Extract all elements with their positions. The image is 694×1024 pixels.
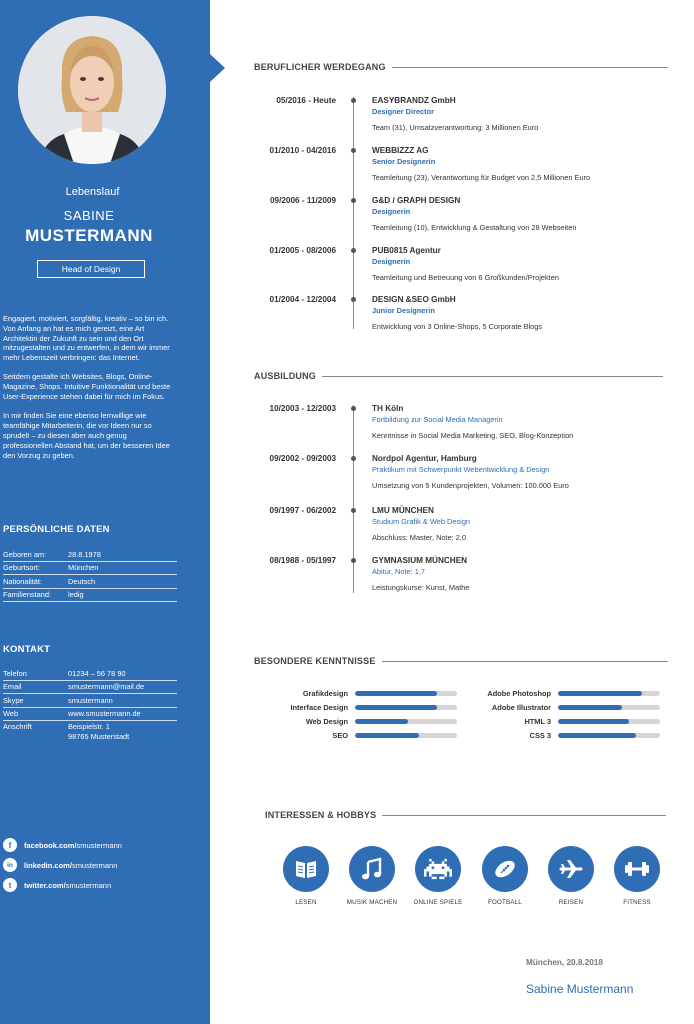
entry-date: 10/2003 - 12/2003 xyxy=(269,404,336,413)
entry-school: GYMNASIUM MÜNCHEN xyxy=(372,556,468,565)
row-key: Email xyxy=(3,682,22,692)
hobby-label: LESEN xyxy=(295,899,317,906)
entry-role: Designer Director xyxy=(372,107,435,116)
address-line: Beispielstr. 1 xyxy=(68,722,110,731)
address-line: 98765 Musterstadt xyxy=(68,732,130,741)
skill-bar xyxy=(558,733,660,738)
contact-row xyxy=(3,708,177,722)
heading-rule xyxy=(322,376,663,377)
hobbies-heading-text: INTERESSEN & HOBBYS xyxy=(265,810,377,820)
twitter-link[interactable] xyxy=(3,878,111,892)
skill-bar xyxy=(558,719,660,724)
address-value xyxy=(68,722,177,742)
entry-date: 08/1988 - 05/1997 xyxy=(269,556,336,565)
entry-role: Junior Designerin xyxy=(372,306,435,315)
skill-bar-fill xyxy=(355,719,408,724)
row-key: Skype xyxy=(3,695,24,705)
skill-row xyxy=(256,717,457,726)
contact-table xyxy=(3,667,177,745)
hobby-item xyxy=(597,846,677,906)
skill-bar-fill xyxy=(355,705,437,710)
row-key: Geburtsort: xyxy=(3,563,40,573)
education-timeline-line xyxy=(353,405,354,593)
skill-name: Interface Design xyxy=(290,703,348,712)
entry-date: 05/2016 - Heute xyxy=(276,96,336,105)
entry-company: DESIGN &SEO GmbH xyxy=(372,295,456,304)
timeline-dot xyxy=(351,198,356,203)
entry-desc: Umsetzung von 5 Kundenprojekten, Volumen: 100.000 Euro xyxy=(372,481,569,490)
intro-text xyxy=(3,314,175,470)
music-note-icon xyxy=(349,846,395,892)
entry-desc: Kenntnisse in Social Media Marketing, SEO, Blog-Konzeption xyxy=(372,431,574,440)
skill-name: Adobe Photoshop xyxy=(487,689,551,698)
row-key: Telefon xyxy=(3,668,27,678)
skill-row xyxy=(459,717,660,726)
social-domain: linkedin.com/ xyxy=(24,860,72,870)
row-value: 28.8.1978 xyxy=(68,549,101,559)
entry-detail: Studium Grafik & Web Design xyxy=(372,517,471,526)
contact-row xyxy=(3,667,177,681)
skill-bar xyxy=(355,705,457,710)
skill-row xyxy=(459,703,660,712)
skill-name: HTML 3 xyxy=(524,717,551,726)
email-link[interactable]: smustermann@mail.de xyxy=(68,682,145,692)
timeline-dot xyxy=(351,456,356,461)
entry-desc: Teamleitung (23), Verantwortung für Budget von 2,5 Millionen Euro xyxy=(372,173,591,182)
job-title-badge: Head of Design xyxy=(37,260,145,278)
social-domain: facebook.com/ xyxy=(24,840,77,850)
row-value: München xyxy=(68,563,99,573)
entry-date: 01/2005 - 08/2006 xyxy=(269,246,336,255)
entry-school: TH Köln xyxy=(372,404,404,413)
social-handle: smustermann xyxy=(65,880,112,890)
entry-date: 09/2002 - 09/2003 xyxy=(269,454,336,463)
personal-data-row xyxy=(3,548,177,562)
skill-row xyxy=(256,731,457,740)
intro-paragraph: Engagiert, motiviert, sorgfältig, kreativ – so bin ich. Von Anfang an hat es mich gereizt, eine Art Architektin der Zukunft zu sein und den Ort mitzugestalten und zu entwerfen, in dem wir immer mehr Lebenszeit verbringen: das Internet. xyxy=(3,314,170,363)
contact-row xyxy=(3,694,177,708)
timeline-dot xyxy=(351,297,356,302)
airplane-icon xyxy=(548,846,594,892)
entry-desc: Teamleitung (10), Entwicklung & Gestaltung von 28 Webseiten xyxy=(372,223,577,232)
timeline-dot xyxy=(351,98,356,103)
personal-data-row xyxy=(3,562,177,576)
skills-heading-text: BESONDERE KENNTNISSE xyxy=(254,656,376,666)
timeline-dot xyxy=(351,148,356,153)
hobby-label: MUSIK MACHEN xyxy=(346,899,398,906)
row-key: Nationalität: xyxy=(3,576,43,586)
skills-heading xyxy=(254,656,668,666)
entry-school: Nordpol Agentur, Hamburg xyxy=(372,454,477,463)
timeline-dot xyxy=(351,248,356,253)
social-domain: twitter.com/ xyxy=(24,880,66,890)
entry-company: WEBBIZZZ AG xyxy=(372,146,429,155)
row-key: Geboren am: xyxy=(3,549,47,559)
skill-row xyxy=(459,689,660,698)
resume-label: Lebenslauf xyxy=(65,186,120,198)
entry-company: PUB0815 Agentur xyxy=(372,246,441,255)
skill-bar-fill xyxy=(558,719,629,724)
entry-school: LMU MÜNCHEN xyxy=(372,506,434,515)
hobby-label: FITNESS xyxy=(623,899,651,906)
place-date: München, 20.8.2018 xyxy=(526,958,603,967)
skill-bar-fill xyxy=(558,705,622,710)
profile-photo xyxy=(18,16,166,164)
dumbbell-icon xyxy=(614,846,660,892)
skill-bar-fill xyxy=(558,733,636,738)
row-key: Anschrift xyxy=(3,722,32,731)
heading-rule xyxy=(382,661,668,662)
skill-row xyxy=(256,689,457,698)
entry-detail: Fortbildung zur Social Media Managerin xyxy=(372,415,503,424)
row-value: Deutsch xyxy=(68,576,96,586)
entry-date: 09/1997 - 06/2002 xyxy=(269,506,336,515)
skill-bar xyxy=(355,719,457,724)
social-handle: smustermann xyxy=(71,860,118,870)
entry-desc: Abschluss: Master, Note: 2,0 xyxy=(372,533,467,542)
twitter-icon: t xyxy=(3,878,17,892)
entry-desc: Leistungskurse: Kunst, Mathe xyxy=(372,583,470,592)
row-value: ledig xyxy=(68,590,84,600)
skill-name: Grafikdesign xyxy=(302,689,348,698)
skill-bar xyxy=(558,691,660,696)
phone-value[interactable]: 01234 – 56 78 90 xyxy=(68,668,126,678)
hobbies-heading xyxy=(265,810,666,820)
education-heading xyxy=(254,371,663,381)
entry-role: Senior Designerin xyxy=(372,157,436,166)
entry-role: Designerin xyxy=(372,207,411,216)
personal-data-heading: PERSÖNLICHE DATEN xyxy=(3,524,110,535)
skill-name: CSS 3 xyxy=(529,731,551,740)
entry-role: Designerin xyxy=(372,257,411,266)
skill-bar-fill xyxy=(355,733,419,738)
personal-data-row xyxy=(3,589,177,603)
entry-detail: Abitur, Note: 1,7 xyxy=(372,567,425,576)
skill-bar-fill xyxy=(558,691,642,696)
linkedin-link[interactable] xyxy=(3,858,117,872)
sidebar xyxy=(0,0,210,1024)
skill-name: Web Design xyxy=(305,717,348,726)
personal-data-table xyxy=(3,548,177,602)
linkedin-icon: in xyxy=(3,858,17,872)
contact-row xyxy=(3,721,177,745)
signature: Sabine Mustermann xyxy=(526,982,634,996)
social-handle: smustermann xyxy=(76,840,122,850)
timeline-dot xyxy=(351,558,356,563)
space-invader-icon xyxy=(415,846,461,892)
web-link[interactable]: www.smustermann.de xyxy=(68,709,141,719)
football-icon xyxy=(482,846,528,892)
skill-row xyxy=(256,703,457,712)
entry-date: 01/2010 - 04/2016 xyxy=(269,146,336,155)
skill-row xyxy=(459,731,660,740)
experience-timeline-line xyxy=(353,97,354,329)
skill-bar xyxy=(558,705,660,710)
first-name: SABINE xyxy=(63,208,115,223)
last-name: MUSTERMANN xyxy=(25,226,153,245)
timeline-dot xyxy=(351,406,356,411)
entry-date: 09/2006 - 11/2009 xyxy=(269,196,336,205)
heading-rule xyxy=(392,67,668,68)
hobby-label: ONLINE SPIELE xyxy=(413,899,463,906)
hobby-label: FOOTBALL xyxy=(488,899,522,906)
experience-heading xyxy=(254,62,668,72)
facebook-link[interactable] xyxy=(3,838,122,852)
sidebar-arrow xyxy=(210,54,225,82)
entry-date: 01/2004 - 12/2004 xyxy=(269,295,336,304)
entry-company: G&D / GRAPH DESIGN xyxy=(372,196,461,205)
heading-rule xyxy=(382,815,666,816)
experience-heading-text: BERUFLICHER WERDEGANG xyxy=(254,62,386,72)
intro-paragraph: Seitdem gestalte ich Websites, Blogs, Online-Magazine, Shops. Intuitive Funktionalität und beste User-Experience stehen dabei für mich im Fokus. xyxy=(3,372,171,402)
contact-row xyxy=(3,681,177,695)
education-heading-text: AUSBILDUNG xyxy=(254,371,316,381)
entry-company: EASYBRANDZ GmbH xyxy=(372,96,456,105)
personal-data-row xyxy=(3,575,177,589)
skill-name: SEO xyxy=(332,731,348,740)
hobby-label: REISEN xyxy=(558,899,584,906)
skill-bar xyxy=(355,691,457,696)
entry-desc: Teamleitung und Betreuung von 6 Großkunden/Projekten xyxy=(372,273,559,282)
entry-desc: Team (31), Umsatzverantwortung: 3 Millionen Euro xyxy=(372,123,539,132)
entry-desc: Entwicklung von 3 Online-Shops, 5 Corporate Blogs xyxy=(372,322,543,331)
entry-detail: Praktikum mit Schwerpunkt Webentwicklung & Design xyxy=(372,465,550,474)
skill-bar xyxy=(355,733,457,738)
skill-bar-fill xyxy=(355,691,437,696)
timeline-dot xyxy=(351,508,356,513)
facebook-icon: f xyxy=(3,838,17,852)
skill-name: Adobe Illustrator xyxy=(491,703,551,712)
book-icon xyxy=(283,846,329,892)
row-key: Familienstand: xyxy=(3,590,52,600)
contact-heading: KONTAKT xyxy=(3,644,51,655)
intro-paragraph: In mir finden Sie eine ebenso lernwillige wie teamfähige Mitarbeiterin, die vor Ideen nur so sprudelt – zu diesen aber auch genug professionellen Abstand hat, um der besseren Idee den Vorzug zu geben. xyxy=(3,411,170,460)
skype-value[interactable]: smustermann xyxy=(68,695,113,705)
row-key: Web xyxy=(3,709,19,719)
